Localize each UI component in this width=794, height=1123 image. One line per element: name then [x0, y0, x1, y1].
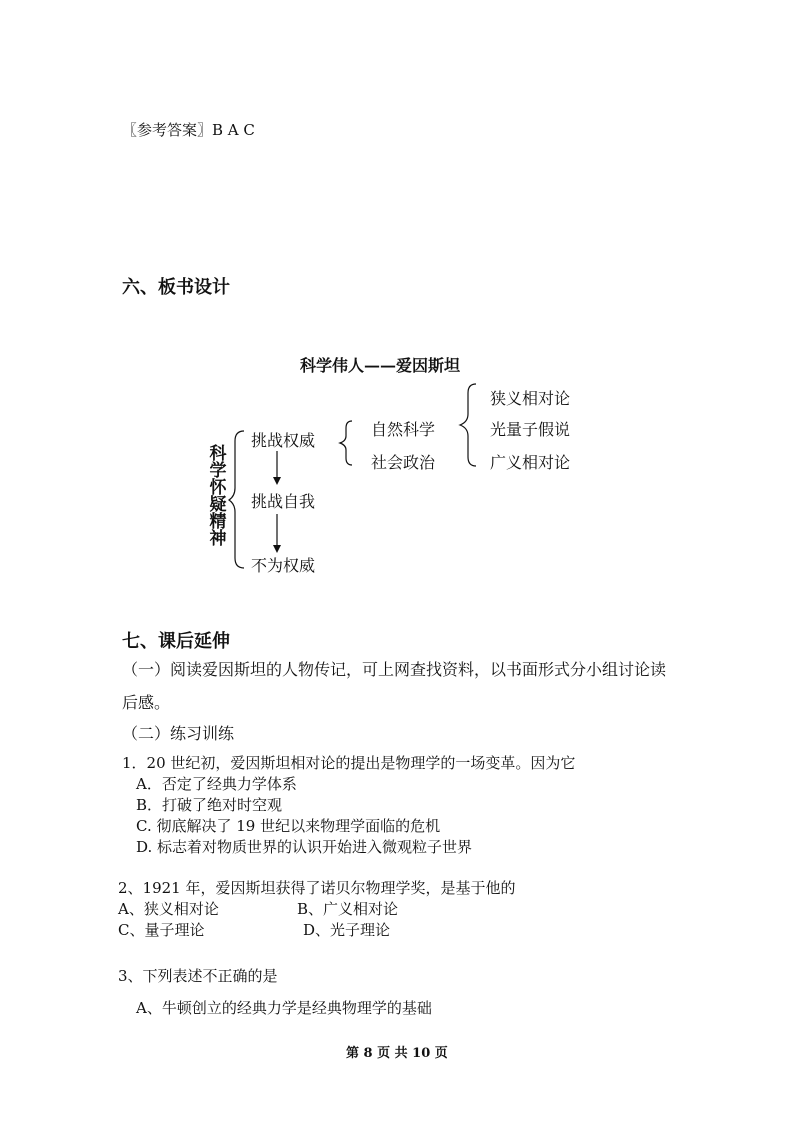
board-field-1: 自然科学: [371, 420, 436, 439]
right-brace: [460, 384, 476, 466]
left-brace: [229, 431, 244, 568]
arrow-1-head: [273, 477, 281, 485]
q1-option-a: A．否定了经典力学体系: [136, 775, 297, 793]
page-footer: 第 8 页 共 10 页: [346, 1046, 448, 1061]
board-theory-3: 广义相对论: [490, 453, 571, 472]
q2-option-a: A、狭义相对论: [118, 900, 219, 918]
q2-option-b: B、广义相对论: [297, 900, 399, 918]
answer-value: B A C: [212, 121, 255, 139]
part2-heading: （二）练习训练: [122, 724, 235, 743]
section7-heading: 七、课后延伸: [122, 631, 230, 652]
q1-stem: 1．20 世纪初，爱因斯坦相对论的提出是物理学的一场变革。因为它: [122, 754, 576, 772]
board-theory-2: 光量子假说: [490, 420, 571, 439]
board-field-2: 社会政治: [371, 453, 436, 472]
q3-stem: 3、下列表述不正确的是: [118, 967, 278, 985]
q1-option-d: D. 标志着对物质世界的认识开始进入微观粒子世界: [136, 838, 473, 856]
board-theory-1: 狭义相对论: [490, 389, 571, 408]
board-step-3: 不为权威: [251, 556, 316, 575]
part1-line2: 后感。: [122, 693, 171, 712]
answer-label: 〖参考答案〗: [122, 121, 213, 139]
q1-option-c: C. 彻底解决了 19 世纪以来物理学面临的危机: [136, 817, 441, 835]
part1-line1: （一）阅读爱因斯坦的人物传记，可上网查找资料，以书面形式分小组讨论读: [122, 660, 667, 679]
q1-option-b: B．打破了绝对时空观: [136, 796, 283, 814]
arrow-2-head: [273, 545, 281, 553]
q2-option-c: C、量子理论: [118, 921, 205, 939]
q2-stem: 2、1921 年，爱因斯坦获得了诺贝尔物理学奖，是基于他的: [118, 879, 516, 897]
q2-option-d: D、光子理论: [303, 921, 391, 939]
q3-option-a: A、牛顿创立的经典力学是经典物理学的基础: [136, 999, 432, 1017]
board-step-2: 挑战自我: [251, 492, 316, 511]
board-side-label: 科学怀疑精神: [209, 444, 227, 549]
board-title: 科学伟人——爱因斯坦: [300, 356, 461, 375]
board-step-1: 挑战权威: [251, 431, 316, 450]
section6-heading: 六、板书设计: [122, 277, 230, 298]
middle-brace: [340, 421, 352, 465]
